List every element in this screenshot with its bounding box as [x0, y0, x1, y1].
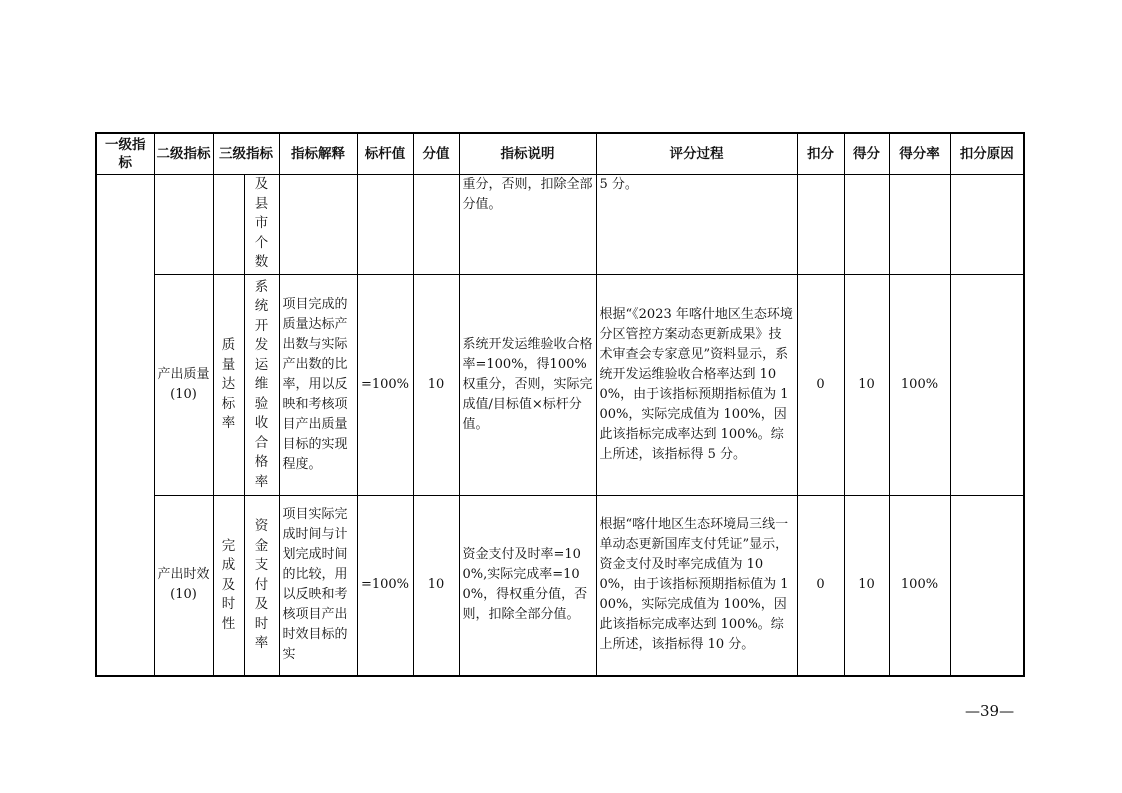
vertical-char: 时 — [221, 596, 236, 612]
vertical-char: 市 — [254, 215, 269, 231]
level3b-text — [248, 175, 276, 273]
vertical-char: 完 — [221, 537, 236, 554]
vertical-char: 标 — [221, 395, 236, 412]
vertical-char: 及 — [254, 596, 269, 612]
rate-cell: 100% — [889, 275, 950, 496]
reason-cell — [950, 275, 1024, 496]
vertical-char: 支 — [254, 557, 269, 573]
score-value-cell — [413, 175, 459, 275]
table-row — [96, 496, 1024, 676]
header-cell: 分值 — [413, 133, 459, 175]
vertical-char: 收 — [254, 415, 269, 432]
level2-cell: 产出质量(10) — [154, 275, 213, 496]
table-row — [96, 175, 1024, 275]
page-number: —39— — [965, 702, 1015, 720]
level3a-cell — [213, 175, 244, 275]
level3b-text — [248, 517, 276, 654]
level3b-cell — [244, 175, 279, 275]
explanation-cell: 项目实际完成时间与计划完成时间的比较，用以反映和考核项目产出时效目标的实 — [279, 496, 357, 676]
deduct-cell — [797, 175, 844, 275]
level3a-cell — [213, 275, 244, 496]
level3a-text — [217, 537, 241, 635]
score-cell — [844, 175, 889, 275]
process-cell: 5 分。 — [596, 175, 797, 275]
deduct-cell: 0 — [797, 496, 844, 676]
vertical-char: 率 — [221, 415, 236, 432]
process-cell: 根据“《2023 年喀什地区生态环境分区管控方案动态更新成果》技术审查会专家意见”资料显示，系统开发运维验收合格率达到 100%，由于该指标预期指标值为 100%，实际完成值为 100%，因此该指标完成率达到 100%。综上所述，该指标得 5 分。 — [596, 275, 797, 496]
level3a-text — [217, 336, 241, 434]
vertical-char: 运 — [254, 356, 269, 373]
table-header-row — [96, 133, 1024, 175]
benchmark-cell: =100% — [357, 496, 413, 676]
level1-cell — [96, 175, 154, 676]
description-cell: 重分，否则，扣除全部分值。 — [459, 175, 596, 275]
level2-cell — [154, 175, 213, 275]
header-cell: 得分率 — [889, 133, 950, 175]
score-cell: 10 — [844, 496, 889, 676]
vertical-char: 统 — [254, 298, 269, 315]
vertical-char: 时 — [254, 615, 269, 632]
vertical-char: 开 — [254, 317, 269, 334]
deduct-cell: 0 — [797, 275, 844, 496]
header-cell: 扣分原因 — [950, 133, 1024, 175]
header-cell: 指标解释 — [279, 133, 357, 175]
evaluation-table — [95, 132, 1025, 677]
explanation-cell — [279, 175, 357, 275]
header-cell: 指标说明 — [459, 133, 596, 175]
level3b-cell — [244, 275, 279, 496]
rate-cell — [889, 175, 950, 275]
score-cell: 10 — [844, 275, 889, 496]
process-cell: 根据“喀什地区生态环境局三线一单动态更新国库支付凭证”显示，资金支付及时率完成值为 100%，由于该指标预期指标值为 100%，实际完成值为 100%，因此该指标完成率达到 100%。综上所述，该指标得 10 分。 — [596, 496, 797, 676]
header-cell: 扣分 — [797, 133, 844, 175]
vertical-char: 及 — [221, 576, 236, 593]
vertical-char: 合 — [254, 434, 269, 451]
table-row — [96, 275, 1024, 496]
vertical-char: 县 — [254, 195, 269, 212]
vertical-char: 率 — [254, 635, 269, 651]
level2-cell: 产出时效(10) — [154, 496, 213, 676]
header-cell: 二级指标 — [154, 133, 213, 175]
level3a-cell — [213, 496, 244, 676]
level3b-cell — [244, 496, 279, 676]
description-cell: 资金支付及时率=100%,实际完成率=100%，得权重分值，否则，扣除全部分值。 — [459, 496, 596, 676]
vertical-char: 验 — [254, 395, 269, 412]
header-cell: 得分 — [844, 133, 889, 175]
vertical-char: 系 — [254, 278, 269, 295]
vertical-char: 性 — [221, 615, 236, 632]
vertical-char: 金 — [254, 537, 269, 554]
benchmark-cell: =100% — [357, 275, 413, 496]
vertical-char: 及 — [254, 176, 269, 192]
vertical-char: 质 — [221, 337, 236, 354]
benchmark-cell — [357, 175, 413, 275]
header-cell: 一级指标 — [96, 133, 154, 175]
vertical-char: 发 — [254, 337, 269, 354]
vertical-char: 率 — [254, 473, 269, 490]
rate-cell: 100% — [889, 496, 950, 676]
vertical-char: 付 — [254, 576, 269, 593]
vertical-char: 成 — [221, 557, 236, 573]
header-cell: 三级指标 — [213, 133, 279, 175]
score-value-cell: 10 — [413, 496, 459, 676]
description-cell: 系统开发运维验收合格率=100%，得100%权重分，否则，实际完成值/目标值×标杆分值。 — [459, 275, 596, 496]
reason-cell — [950, 175, 1024, 275]
reason-cell — [950, 496, 1024, 676]
explanation-cell: 项目完成的质量达标产出数与实际产出数的比率，用以反映和考核项目产出质量目标的实现程度。 — [279, 275, 357, 496]
vertical-char: 量 — [221, 356, 236, 373]
vertical-char: 维 — [254, 376, 269, 393]
vertical-char: 资 — [254, 518, 269, 534]
level3b-text — [248, 278, 276, 493]
header-cell: 标杆值 — [357, 133, 413, 175]
vertical-char: 数 — [254, 254, 269, 270]
header-cell: 评分过程 — [596, 133, 797, 175]
vertical-char: 个 — [254, 234, 269, 251]
score-value-cell: 10 — [413, 275, 459, 496]
vertical-char: 达 — [221, 376, 236, 393]
vertical-char: 格 — [254, 454, 269, 471]
